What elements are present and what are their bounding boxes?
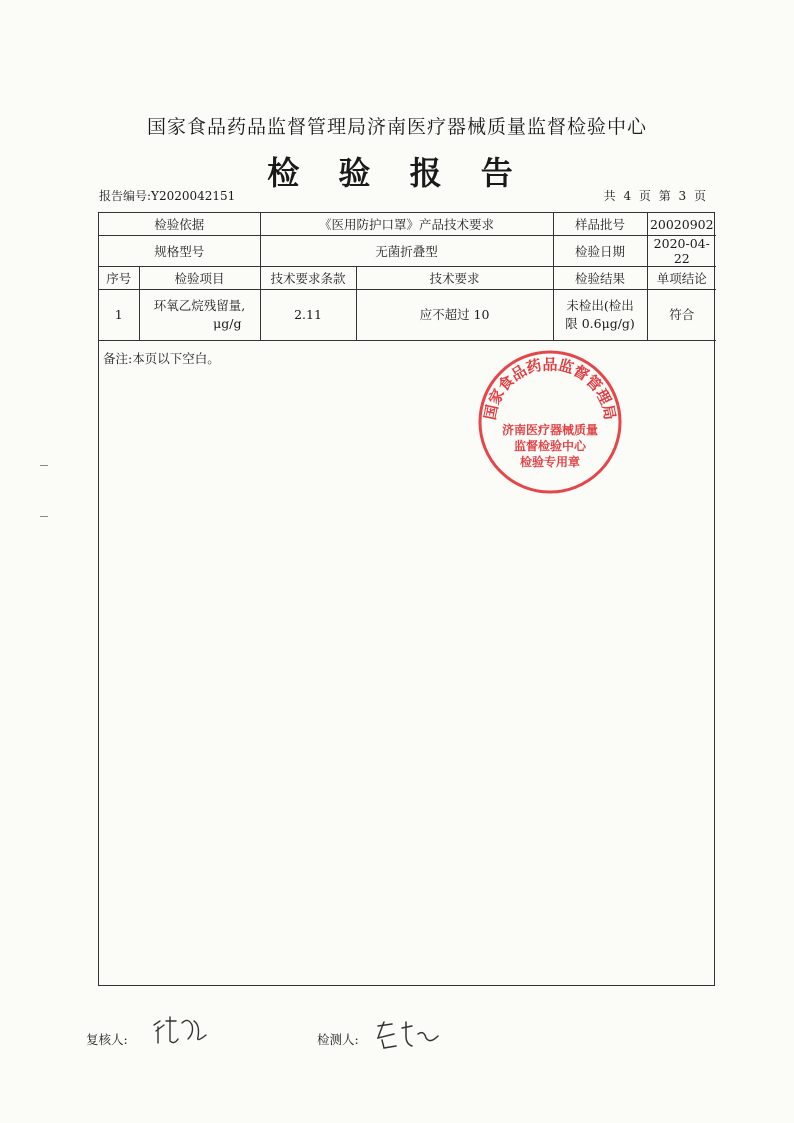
svg-text:监督检验中心: 监督检验中心 xyxy=(513,439,587,453)
reviewer-signature xyxy=(150,1015,220,1049)
table-row xyxy=(99,290,716,341)
row-item-unit: μg/g xyxy=(213,316,242,331)
row-clause: 2.11 xyxy=(260,290,356,341)
date-value: 2020-04-22 xyxy=(647,236,716,267)
row-result-line2: 限 0.6μg/g) xyxy=(565,316,635,331)
svg-text:检验专用章: 检验专用章 xyxy=(519,455,581,469)
info-row-model xyxy=(99,236,716,267)
remark: 备注:本页以下空白。 xyxy=(103,351,220,366)
row-conclusion: 符合 xyxy=(647,290,716,341)
col-conclusion: 单项结论 xyxy=(647,267,716,290)
col-clause: 技术要求条款 xyxy=(260,267,356,290)
row-requirement: 应不超过 10 xyxy=(356,290,553,341)
row-item xyxy=(139,290,260,341)
official-seal xyxy=(475,347,625,497)
reviewer-label: 复核人: xyxy=(86,1032,128,1047)
col-item: 检验项目 xyxy=(139,267,260,290)
tester-signature xyxy=(372,1018,442,1052)
col-requirement: 技术要求 xyxy=(356,267,553,290)
col-result: 检验结果 xyxy=(553,267,647,290)
report-number: 报告编号:Y2020042151 xyxy=(99,189,236,203)
report-table-frame xyxy=(98,212,715,986)
row-result xyxy=(553,290,647,341)
row-item-line1: 环氧乙烷残留量, xyxy=(153,298,246,313)
batch-value: 20020902 xyxy=(647,213,716,236)
info-row-basis xyxy=(99,213,716,236)
document-title: 检 验 报 告 xyxy=(267,154,527,192)
row-no: 1 xyxy=(99,290,139,341)
tester-label: 检测人: xyxy=(317,1032,359,1047)
batch-label: 样品批号 xyxy=(553,213,647,236)
basis-value: 《医用防护口罩》产品技术要求 xyxy=(260,213,553,236)
column-header-row xyxy=(99,267,716,290)
row-result-line1: 未检出(检出 xyxy=(566,298,634,313)
edge-mark xyxy=(40,465,48,466)
edge-mark xyxy=(40,516,48,517)
svg-text:济南医疗器械质量: 济南医疗器械质量 xyxy=(501,423,599,437)
basis-label: 检验依据 xyxy=(99,213,260,236)
date-label: 检验日期 xyxy=(553,236,647,267)
col-no: 序号 xyxy=(99,267,139,290)
model-label: 规格型号 xyxy=(99,236,260,267)
organization-title: 国家食品药品监督管理局济南医疗器械质量监督检验中心 xyxy=(146,116,647,138)
report-table xyxy=(99,213,716,341)
model-value: 无菌折叠型 xyxy=(260,236,553,267)
svg-text:国家食品药品监督管理局: 国家食品药品监督管理局 xyxy=(480,355,620,422)
page-info: 共 4 页 第 3 页 xyxy=(603,189,708,203)
